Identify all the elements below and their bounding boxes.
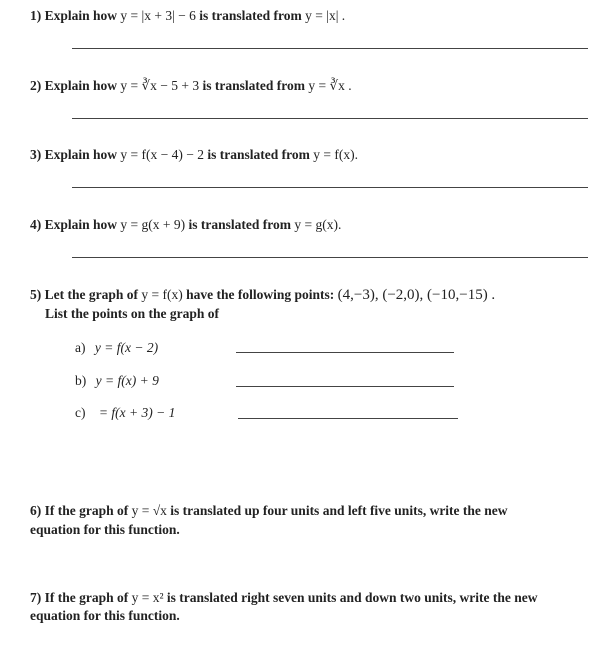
- question-7: [30, 590, 537, 606]
- q7-line2-row: [30, 608, 180, 624]
- q7-number: 7): [30, 590, 42, 605]
- q4-equation: y = g(x + 9): [120, 217, 186, 232]
- q4-number: 4): [30, 217, 42, 232]
- q2-text: Explain how: [44, 78, 118, 93]
- q7-line2: equation for this function.: [30, 608, 180, 623]
- q6-line2: equation for this function.: [30, 522, 180, 537]
- q7-line1a: If the graph of: [44, 590, 129, 605]
- answer-line-4[interactable]: [72, 257, 588, 258]
- q1-mid: is translated from: [199, 8, 302, 23]
- question-5: [30, 287, 495, 304]
- answer-line-3[interactable]: [72, 187, 588, 188]
- q5-line1b: have the following points:: [186, 287, 335, 302]
- question-6: [30, 503, 508, 519]
- q2-equation: y = ∛x − 5 + 3: [120, 78, 200, 93]
- question-2: [30, 78, 352, 94]
- q6-equation: y = √x: [131, 503, 167, 518]
- q5-part-a: [75, 340, 158, 356]
- q3-number: 3): [30, 147, 42, 162]
- q5-part-b: [75, 373, 159, 389]
- q4-text: Explain how: [44, 217, 118, 232]
- q5-line2-row: [45, 306, 219, 322]
- q1-number: 1): [30, 8, 42, 23]
- q5-part-c-expr: = f(x + 3) − 1: [98, 405, 176, 420]
- question-4: [30, 217, 341, 233]
- q2-base: y = ∛x .: [308, 78, 352, 93]
- q2-number: 2): [30, 78, 42, 93]
- q5-part-b-expr: y = f(x) + 9: [95, 373, 159, 388]
- answer-line-2[interactable]: [72, 118, 588, 119]
- q6-number: 6): [30, 503, 42, 518]
- q4-base: y = g(x).: [294, 217, 342, 232]
- q1-text: Explain how: [44, 8, 118, 23]
- answer-line-5b[interactable]: [236, 386, 454, 387]
- q2-mid: is translated from: [202, 78, 305, 93]
- q5-line1: Let the graph of: [44, 287, 138, 302]
- q5-line2: List the points on the graph of: [45, 306, 220, 321]
- q1-equation: y = |x + 3| − 6: [120, 8, 196, 23]
- q6-line1a: If the graph of: [44, 503, 129, 518]
- answer-line-5c[interactable]: [238, 418, 458, 419]
- q5-part-a-expr: y = f(x − 2): [94, 340, 159, 355]
- q5-part-a-label: a): [75, 340, 86, 355]
- answer-line-5a[interactable]: [236, 352, 454, 353]
- q7-equation: y = x²: [131, 590, 164, 605]
- q3-text: Explain how: [44, 147, 118, 162]
- q3-mid: is translated from: [207, 147, 310, 162]
- q5-part-c-label: c): [75, 405, 86, 420]
- q6-line2-row: [30, 522, 180, 538]
- q5-equation: y = f(x): [141, 287, 183, 302]
- q3-base: y = f(x).: [313, 147, 358, 162]
- q3-equation: y = f(x − 4) − 2: [120, 147, 204, 162]
- answer-line-1[interactable]: [72, 48, 588, 49]
- q5-number: 5): [30, 287, 42, 302]
- q5-part-b-label: b): [75, 373, 87, 388]
- q6-line1b: is translated up four units and left five units, write the new: [170, 503, 508, 518]
- q5-points: (4,−3), (−2,0), (−10,−15) .: [337, 287, 496, 303]
- q5-part-c: [75, 405, 175, 421]
- question-1: [30, 8, 345, 24]
- q4-mid: is translated from: [188, 217, 291, 232]
- question-3: [30, 147, 358, 163]
- q1-base: y = |x| .: [305, 8, 346, 23]
- q7-line1b: is translated right seven units and down two units, write the new: [166, 590, 538, 605]
